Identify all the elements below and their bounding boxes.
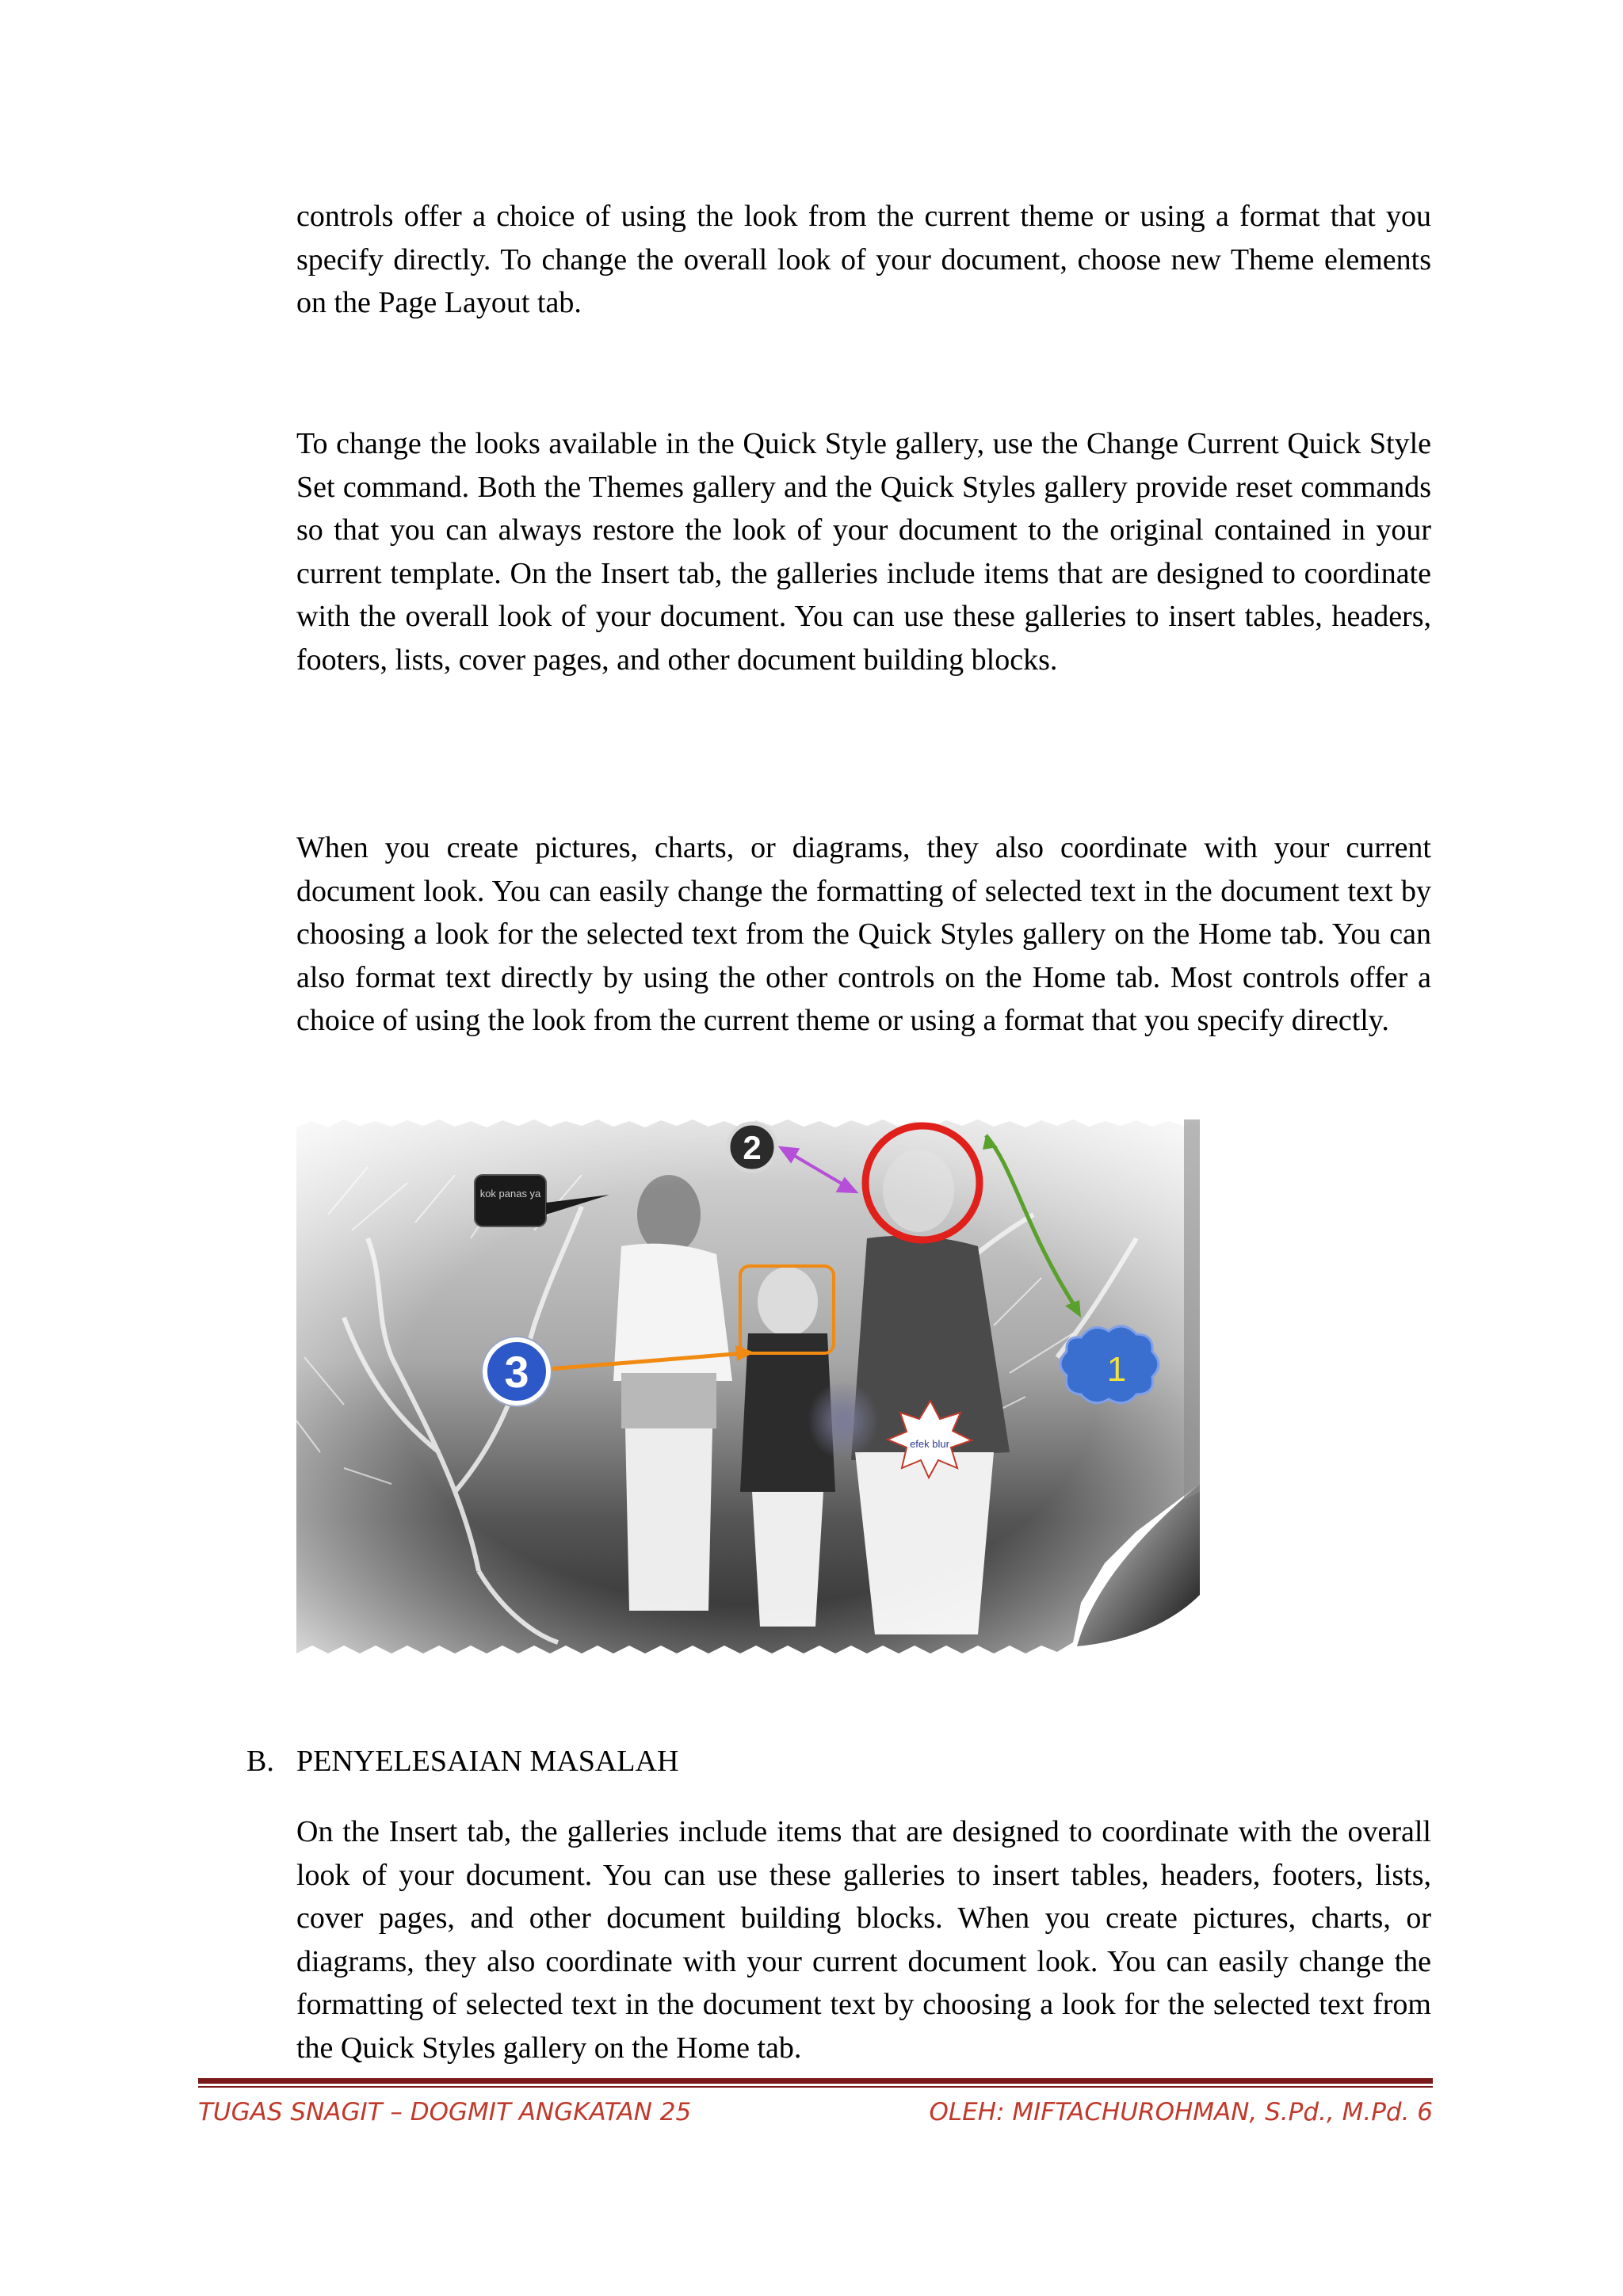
footer-rule-thin: [198, 2086, 1433, 2088]
marker-1-label: 1: [1106, 1350, 1127, 1389]
paragraph-4: On the Insert tab, the galleries include items that are designed to coordinate with the overall look of your document. You can use these galleries to insert tables, headers, footers, lists, cover pages, and other document building blocks. When you create pictures, charts, or diagrams, they also coordinate with your current document look. You can easily change the formatting of selected text in the document text by choosing a look for the selected text from the Quick Styles gallery on the Home tab.: [296, 1815, 1431, 2065]
marker-2-label: 2: [743, 1129, 762, 1166]
footer-right-text: OLEH: MIFTACHUROHMAN, S.Pd., M.Pd. 6: [929, 2098, 1433, 2126]
paragraph-2: To change the looks available in the Quick Style gallery, use the Change Current Quick Style Set command. Both the Themes gallery and the Quick Styles gallery provide reset commands so that you can always restore the look of your document to the original contained in your current template. On the Insert tab, the galleries include items that are designed to coordinate with the overall look of your document. You can use these galleries to insert tables, headers, footers, lists, cover pages, and other document building blocks.: [296, 427, 1431, 677]
marker-3: [482, 1337, 552, 1406]
annotated-photo-figure: [296, 1119, 1200, 1668]
marker-3-label: 3: [504, 1347, 529, 1397]
section-heading: [246, 1740, 678, 1783]
footer-left-text: TUGAS SNAGIT – DOGMIT ANGKATAN 25: [198, 2098, 692, 2126]
section-letter: B.: [246, 1745, 274, 1778]
paragraph-3: When you create pictures, charts, or diagrams, they also coordinate with your current document look. You can easily change the formatting of selected text in the document text by choosing a look for the selected text from the Quick Styles gallery on the Home tab. You can also format text directly by using the other controls on the Home tab. Most controls offer a choice of using the look from the current theme or using a format that you specify directly.: [296, 831, 1431, 1038]
section-title: PENYELESAIAN MASALAH: [296, 1745, 679, 1778]
burst-text: efek blur: [910, 1438, 949, 1450]
annotated-photo: [296, 1119, 1200, 1668]
marker-1: [1060, 1326, 1159, 1403]
footer-rule-thick: [198, 2078, 1433, 2084]
speech-bubble-text: kok panas ya: [479, 1188, 541, 1199]
marker-2: [728, 1123, 776, 1171]
paragraph-1: controls offer a choice of using the look from the current theme or using a format that you specify directly. To change the overall look of your document, choose new Theme elements on the Page Layout tab.: [296, 200, 1431, 320]
